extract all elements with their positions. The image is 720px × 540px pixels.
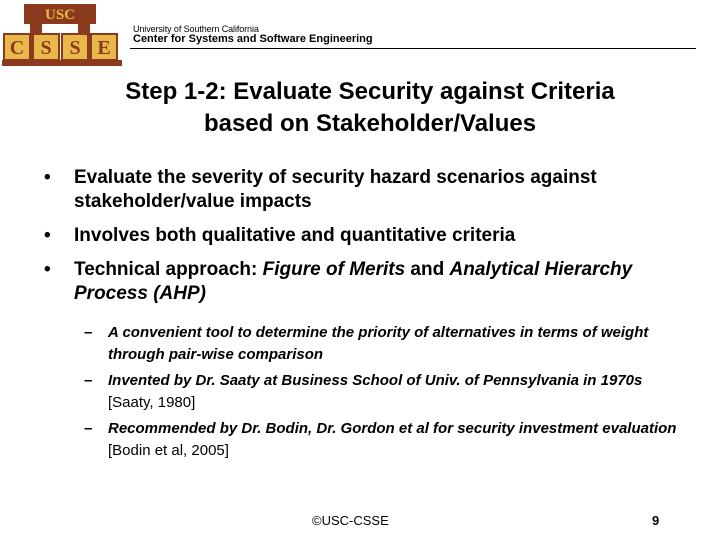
logo-usc-text: USC bbox=[44, 7, 76, 23]
bullet-emphasis-figure-of-merits: Figure of Merits bbox=[262, 259, 406, 280]
university-name: University of Southern California bbox=[133, 24, 259, 34]
dash-icon: – bbox=[84, 324, 93, 341]
logo-letter-box-3 bbox=[62, 34, 88, 60]
sub-bullet-item bbox=[80, 322, 680, 366]
bullet-emphasis-ahp: Analytical Hierarchy Process (AHP) bbox=[74, 259, 633, 304]
sub-bullet-text: Invented by Dr. Saaty at Business School of Univ. of Pennsylvania in 1970s bbox=[108, 372, 643, 389]
logo-letter-box-1 bbox=[4, 34, 30, 60]
logo-letter-box-2 bbox=[33, 34, 59, 60]
dash-icon: – bbox=[84, 372, 93, 389]
header-divider bbox=[130, 48, 696, 49]
bullet-item bbox=[30, 166, 690, 214]
bullet-dot-icon: • bbox=[44, 225, 51, 246]
citation: [Saaty, 1980] bbox=[108, 394, 196, 411]
bullet-text: Involves both qualitative and quantitative criteria bbox=[74, 225, 516, 246]
center-name: Center for Systems and Software Engineering bbox=[133, 33, 373, 45]
logo-letter-c: C bbox=[9, 37, 25, 59]
bullet-text-mid: and bbox=[405, 259, 450, 280]
bullet-item bbox=[30, 258, 690, 306]
bullet-item bbox=[30, 224, 690, 248]
bullet-dot-icon: • bbox=[44, 259, 51, 280]
footer-copyright: ©USC-CSSE bbox=[312, 513, 389, 528]
sub-bullet-item bbox=[80, 418, 680, 462]
csse-logo bbox=[2, 2, 122, 68]
logo-letter-box-4 bbox=[91, 34, 117, 60]
page-number: 9 bbox=[652, 513, 660, 528]
bullet-list bbox=[30, 166, 690, 316]
logo-letter-s2: S bbox=[69, 37, 81, 59]
bullet-text: Evaluate the severity of security hazard scenarios against stakeholder/value impacts bbox=[74, 167, 597, 212]
slide-title bbox=[40, 76, 700, 140]
sub-bullet-text: A convenient tool to determine the priority of alternatives in terms of weight through pair-wise comparison bbox=[108, 324, 649, 363]
sub-bullet-list bbox=[80, 322, 680, 466]
logo-letter-s1: S bbox=[40, 37, 52, 59]
slide-title-line-1: Step 1-2: Evaluate Security against Criteria bbox=[125, 78, 615, 105]
citation: [Bodin et al, 2005] bbox=[108, 442, 229, 459]
sub-bullet-text: Recommended by Dr. Bodin, Dr. Gordon et al for security investment evaluation bbox=[108, 420, 677, 437]
sub-bullet-item bbox=[80, 370, 680, 414]
logo-letter-e: E bbox=[97, 37, 111, 59]
slide-title-line-2: based on Stakeholder/Values bbox=[203, 110, 537, 137]
bullet-dot-icon: • bbox=[44, 167, 51, 188]
bullet-text-prefix: Technical approach: bbox=[74, 259, 263, 280]
dash-icon: – bbox=[84, 420, 93, 437]
